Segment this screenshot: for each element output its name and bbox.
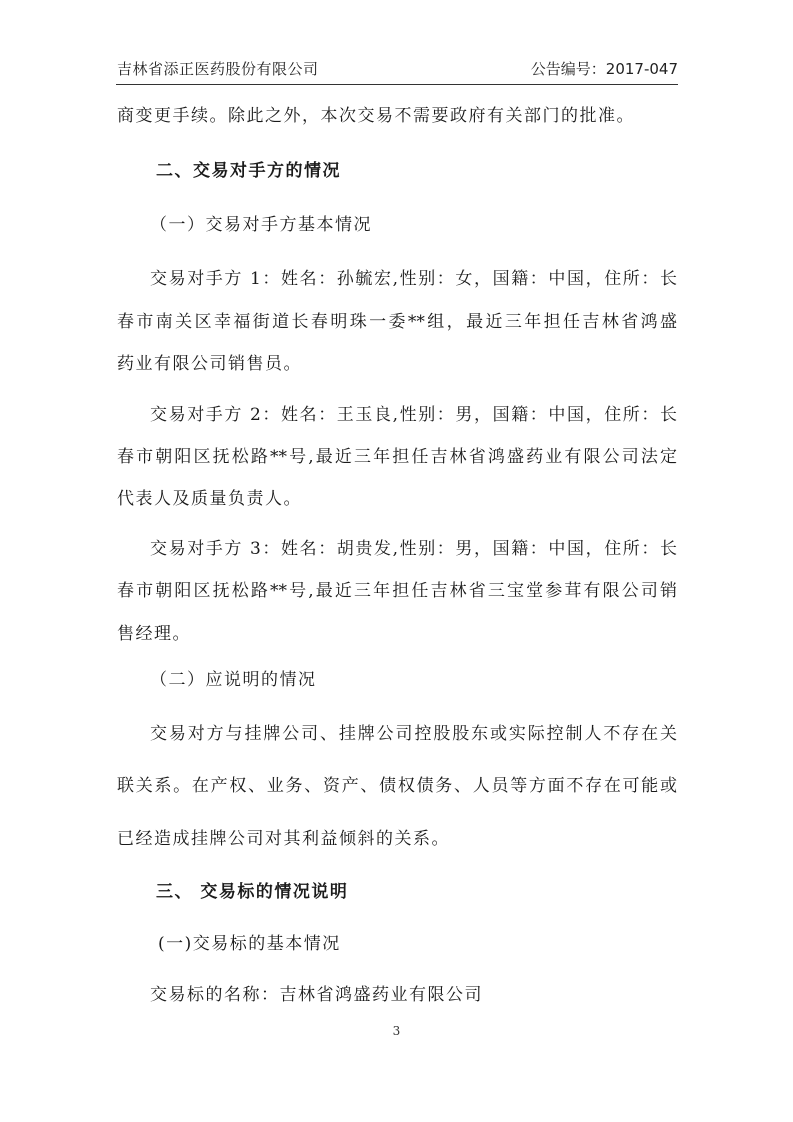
page-number: 3: [392, 1024, 401, 1038]
subsection-heading: (一)交易标的基本情况: [158, 934, 341, 954]
paragraph-line: 春市朝阳区抚松路**号,最近三年担任吉林省鸿盛药业有限公司法定: [117, 447, 677, 467]
paragraph-line: 交易对手方 1：姓名：孙毓宏,性别：女，国籍：中国，住所：长: [150, 269, 677, 289]
subsection-heading: （二）应说明的情况: [150, 670, 317, 690]
section-heading: 二、交易对手方的情况: [156, 161, 341, 181]
paragraph-line: 联关系。在产权、业务、资产、债权债务、人员等方面不存在可能或: [117, 776, 677, 796]
notice-number: 公告编号：2017-047: [530, 60, 678, 78]
paragraph-line: 售经理。: [117, 624, 191, 644]
paragraph-line: 交易对手方 3：姓名：胡贵发,性别：男，国籍：中国，住所：长: [150, 539, 677, 559]
paragraph-line: 春市朝阳区抚松路**号,最近三年担任吉林省三宝堂参茸有限公司销: [117, 581, 677, 601]
company-name: 吉林省添正医药股份有限公司: [117, 60, 319, 78]
paragraph-line: 交易标的名称：吉林省鸿盛药业有限公司: [150, 985, 483, 1005]
paragraph-line: 春市南关区幸福街道长春明珠一委**组，最近三年担任吉林省鸿盛: [117, 312, 677, 332]
paragraph-line: 商变更手续。除此之外，本次交易不需要政府有关部门的批准。: [117, 106, 635, 126]
paragraph-line: 已经造成挂牌公司对其利益倾斜的关系。: [117, 829, 450, 849]
subsection-heading: （一）交易对手方基本情况: [150, 215, 372, 235]
paragraph-line: 交易对方与挂牌公司、挂牌公司控股股东或实际控制人不存在关: [150, 724, 677, 744]
paragraph-line: 交易对手方 2：姓名：王玉良,性别：男，国籍：中国，住所：长: [150, 405, 677, 425]
page-header: [116, 56, 678, 85]
section-heading: 三、 交易标的情况说明: [156, 882, 349, 902]
paragraph-line: 代表人及质量负责人。: [117, 489, 302, 509]
paragraph-line: 药业有限公司销售员。: [117, 354, 302, 374]
